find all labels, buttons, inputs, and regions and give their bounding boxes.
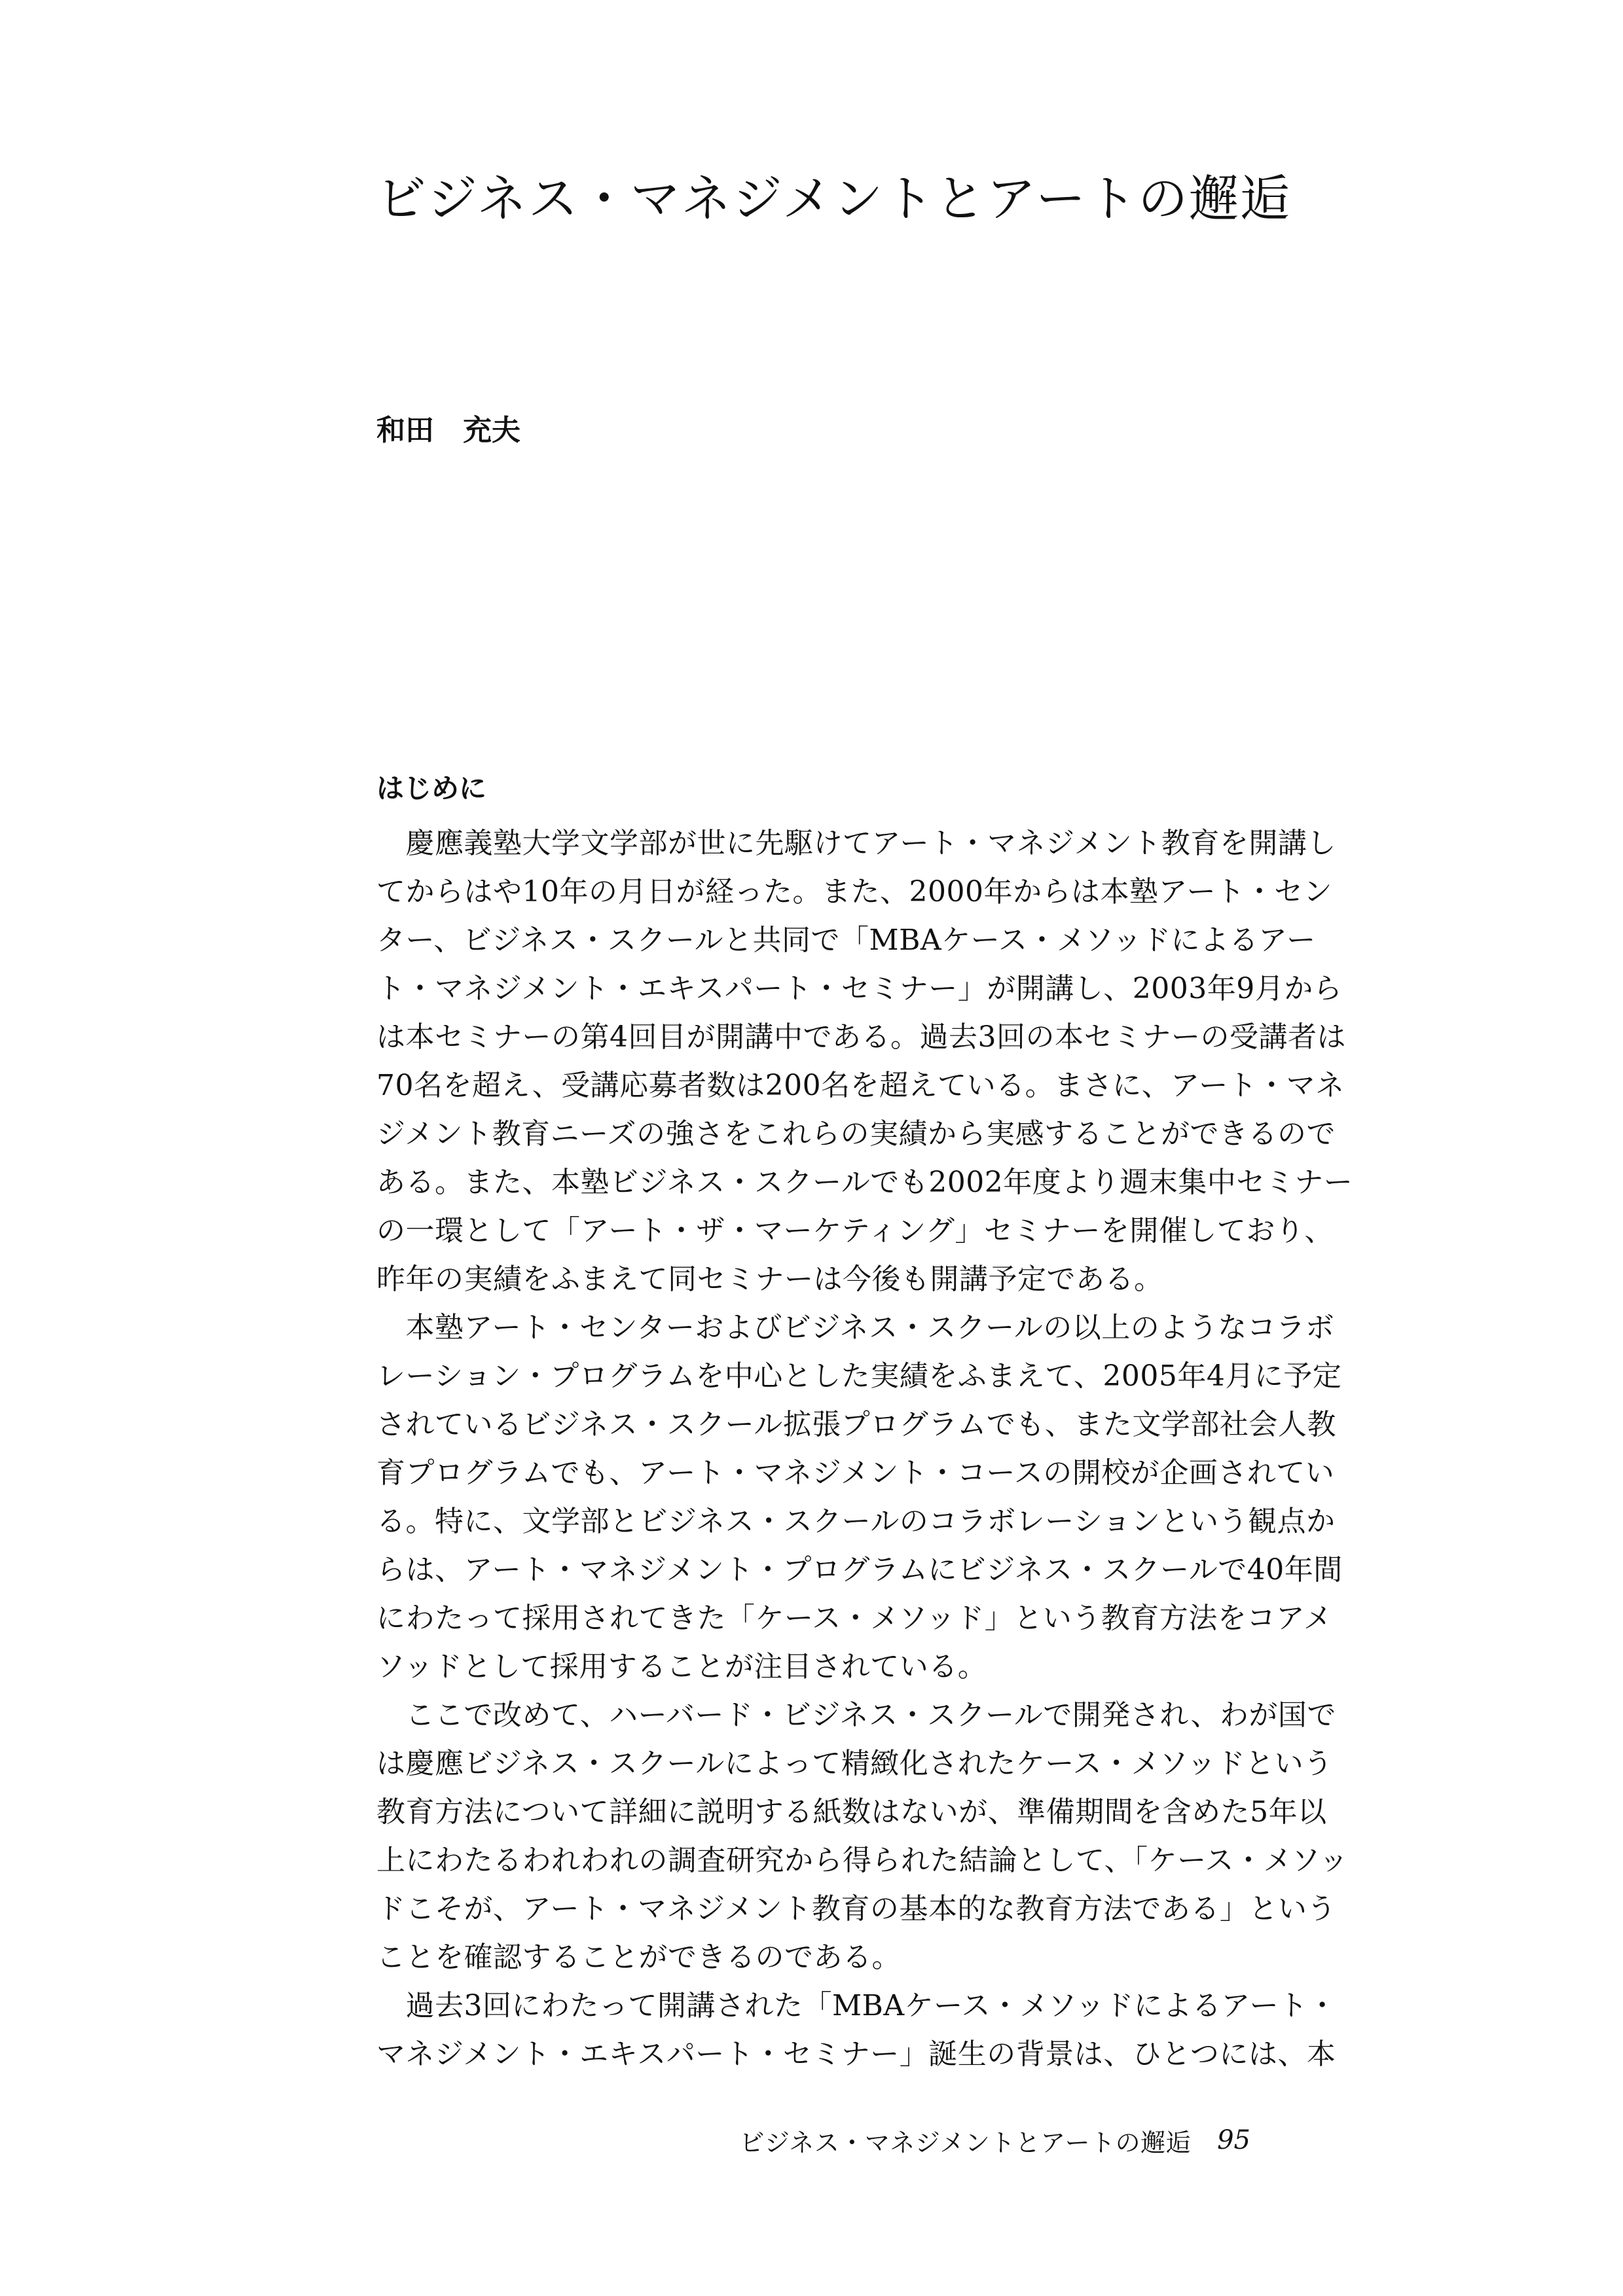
body-line: ジメント教育ニーズの強さをこれらの実績から実感することができるので xyxy=(376,1117,1336,1151)
body-line: ある。また、本塾ビジネス・スクールでも2002年度より週末集中セミナー xyxy=(376,1166,1353,1199)
body-line: マネジメント・エキスパート・セミナー」誕生の背景は、ひとつには、本 xyxy=(376,2037,1336,2071)
body-line: 70名を超え、受講応募者数は200名を超えている。まさに、アート・マネ xyxy=(376,1069,1345,1102)
body-line: ドこそが、アート・マネジメント教育の基本的な教育方法である」という xyxy=(376,1892,1336,1926)
body-line: ここで改めて、ハーバード・ビジネス・スクールで開発され、わが国で xyxy=(376,1698,1336,1732)
body-line: 教育方法について詳細に説明する紙数はないが、準備期間を含めた5年以 xyxy=(376,1795,1327,1829)
body-text xyxy=(376,819,1353,2079)
body-line: されているビジネス・スクール拡張プログラムでも、また文学部社会人教 xyxy=(376,1408,1336,1441)
page-footer xyxy=(739,2119,1250,2161)
body-line: 慶應義塾大学文学部が世に先駆けてアート・マネジメント教育を開講し xyxy=(376,827,1336,860)
body-line: レーション・プログラムを中心とした実績をふまえて、2005年4月に予定 xyxy=(376,1359,1342,1393)
body-line: 過去3回にわたって開講された「MBAケース・メソッドによるアート・ xyxy=(376,1989,1338,2022)
body-line: らは、アート・マネジメント・プログラムにビジネス・スクールで40年間 xyxy=(376,1553,1343,1587)
body-line: は本セミナーの第4回目が開講中である。過去3回の本セミナーの受講者は xyxy=(376,1020,1346,1054)
body-line: ター、ビジネス・スクールと共同で「MBAケース・メソッドによるアー xyxy=(376,924,1316,957)
body-line: ト・マネジメント・エキスパート・セミナー」が開講し、2003年9月から xyxy=(376,972,1343,1005)
body-line: る。特に、文学部とビジネス・スクールのコラボレーションという観点か xyxy=(376,1505,1336,1538)
body-line: は慶應ビジネス・スクールによって精緻化されたケース・メソッドという xyxy=(376,1747,1333,1780)
body-line: ソッドとして採用することが注目されている。 xyxy=(376,1650,987,1683)
running-title: ビジネス・マネジメントとアートの邂逅 xyxy=(739,2128,1192,2157)
body-line: てからはや10年の月日が経った。また、2000年からは本塾アート・セン xyxy=(376,875,1333,908)
body-line: にわたって採用されてきた「ケース・メソッド」という教育方法をコアメ xyxy=(376,1602,1333,1635)
article-title: ビジネス・マネジメントとアートの邂逅 xyxy=(376,170,1292,228)
body-line: 昨年の実績をふまえて同セミナーは今後も開講予定である。 xyxy=(376,1263,1163,1296)
body-line: 本塾アート・センターおよびビジネス・スクールの以上のようなコラボ xyxy=(376,1311,1335,1344)
page-number: 95 xyxy=(1217,2125,1250,2155)
body-line: 育プログラムでも、アート・マネジメント・コースの開校が企画されてい xyxy=(376,1456,1335,1490)
body-line: 上にわたるわれわれの調査研究から得られた結論として、「ケース・メソッ xyxy=(376,1844,1349,1877)
section-heading: はじめに xyxy=(376,772,487,804)
body-line: ことを確認することができるのである。 xyxy=(376,1941,901,1974)
body-line: の一環として「アート・ザ・マーケティング」セミナーを開催しており、 xyxy=(376,1214,1334,1247)
author-name: 和田 充夫 xyxy=(376,414,520,447)
